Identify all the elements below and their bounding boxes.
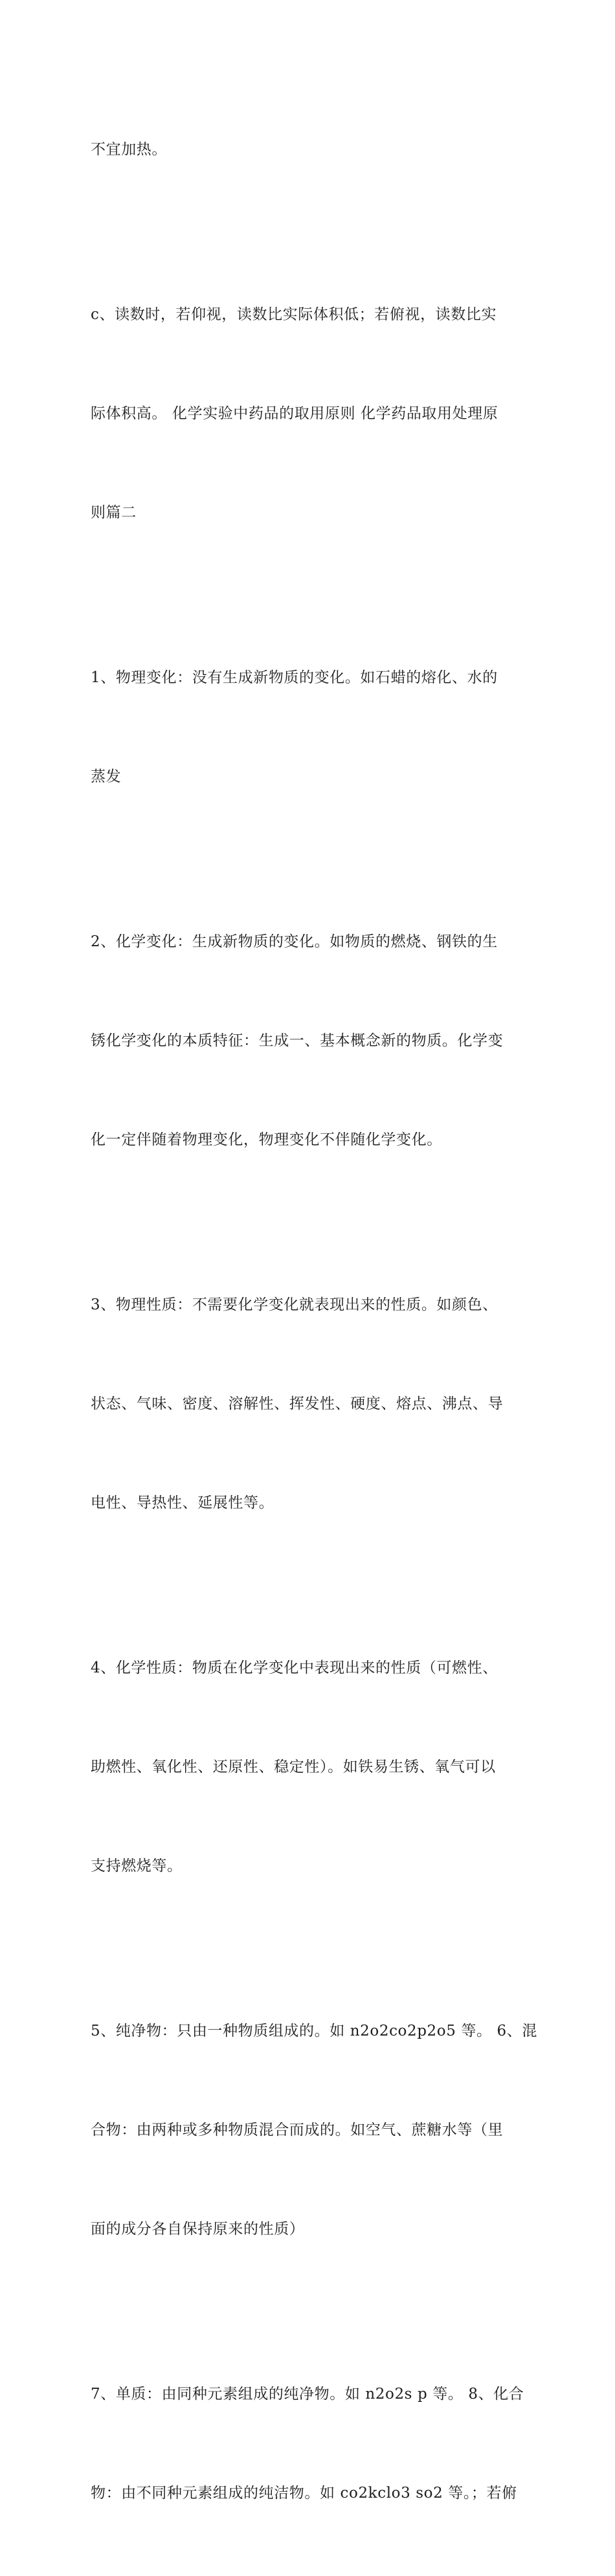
text-line: 状态、气味、密度、溶解性、挥发性、硬度、熔点、沸点、导	[91, 1395, 504, 1412]
text-line: 4、化学性质：物质在化学变化中表现出来的性质（可燃性、	[91, 1660, 498, 1676]
text-line: 2、化学变化：生成新物质的变化。如物质的燃烧、钢铁的生	[91, 933, 498, 950]
text-line: 则篇二	[91, 504, 137, 521]
text-line: 7、单质：由同种元素组成的纯净物。如 n2o2s p 等。 8、化合	[91, 2386, 524, 2403]
text-line: 化一定伴随着物理变化，物理变化不伴随化学变化。	[91, 1131, 442, 1148]
paragraph-chemical-change	[91, 860, 531, 1223]
document-body	[91, 67, 537, 2576]
text-line: 3、物理性质：不需要化学变化就表现出来的性质。如颜色、	[91, 1296, 498, 1313]
paragraph-element-and-compound	[91, 2312, 531, 2576]
text-line: 蒸发	[91, 768, 122, 785]
text-line: 支持燃烧等。	[91, 1858, 183, 1874]
text-line: 合物：由两种或多种物质混合而成的。如空气、蔗糖水等（里	[91, 2122, 504, 2138]
paragraph-reading-method	[91, 232, 531, 595]
text-line: 物：由不同种元素组成的纯洁物。如 co2kclo3 so2 等。；若俯	[91, 2485, 517, 2502]
text-line: 际体积高。 化学实验中药品的取用原则 化学药品取用处理原	[91, 405, 498, 422]
text-line: c、读数时，若仰视，读数比实际体积低；若俯视，读数比实	[91, 306, 497, 323]
paragraph-pure-and-mixture	[91, 1949, 537, 2312]
text-line: 助燃性、氧化性、还原性、稳定性）。如铁易生锈、氧气可以	[91, 1759, 496, 1775]
text-line: 1、物理变化：没有生成新物质的变化。如石蜡的熔化、水的	[91, 669, 498, 686]
paragraph-heating-note	[91, 67, 531, 232]
text-line: 不宜加热。	[91, 141, 167, 158]
text-line: 5、纯净物：只由一种物质组成的。如 n2o2co2p2o5 等。 6、混	[91, 2023, 537, 2039]
paragraph-physical-property	[91, 1223, 531, 1586]
paragraph-physical-change	[91, 595, 531, 860]
paragraph-chemical-property	[91, 1586, 531, 1949]
text-line: 电性、导热性、延展性等。	[91, 1494, 274, 1511]
text-line: 面的成分各自保持原来的性质）	[91, 2221, 305, 2237]
text-line: 锈化学变化的本质特征：生成一、基本概念新的物质。化学变	[91, 1032, 504, 1049]
